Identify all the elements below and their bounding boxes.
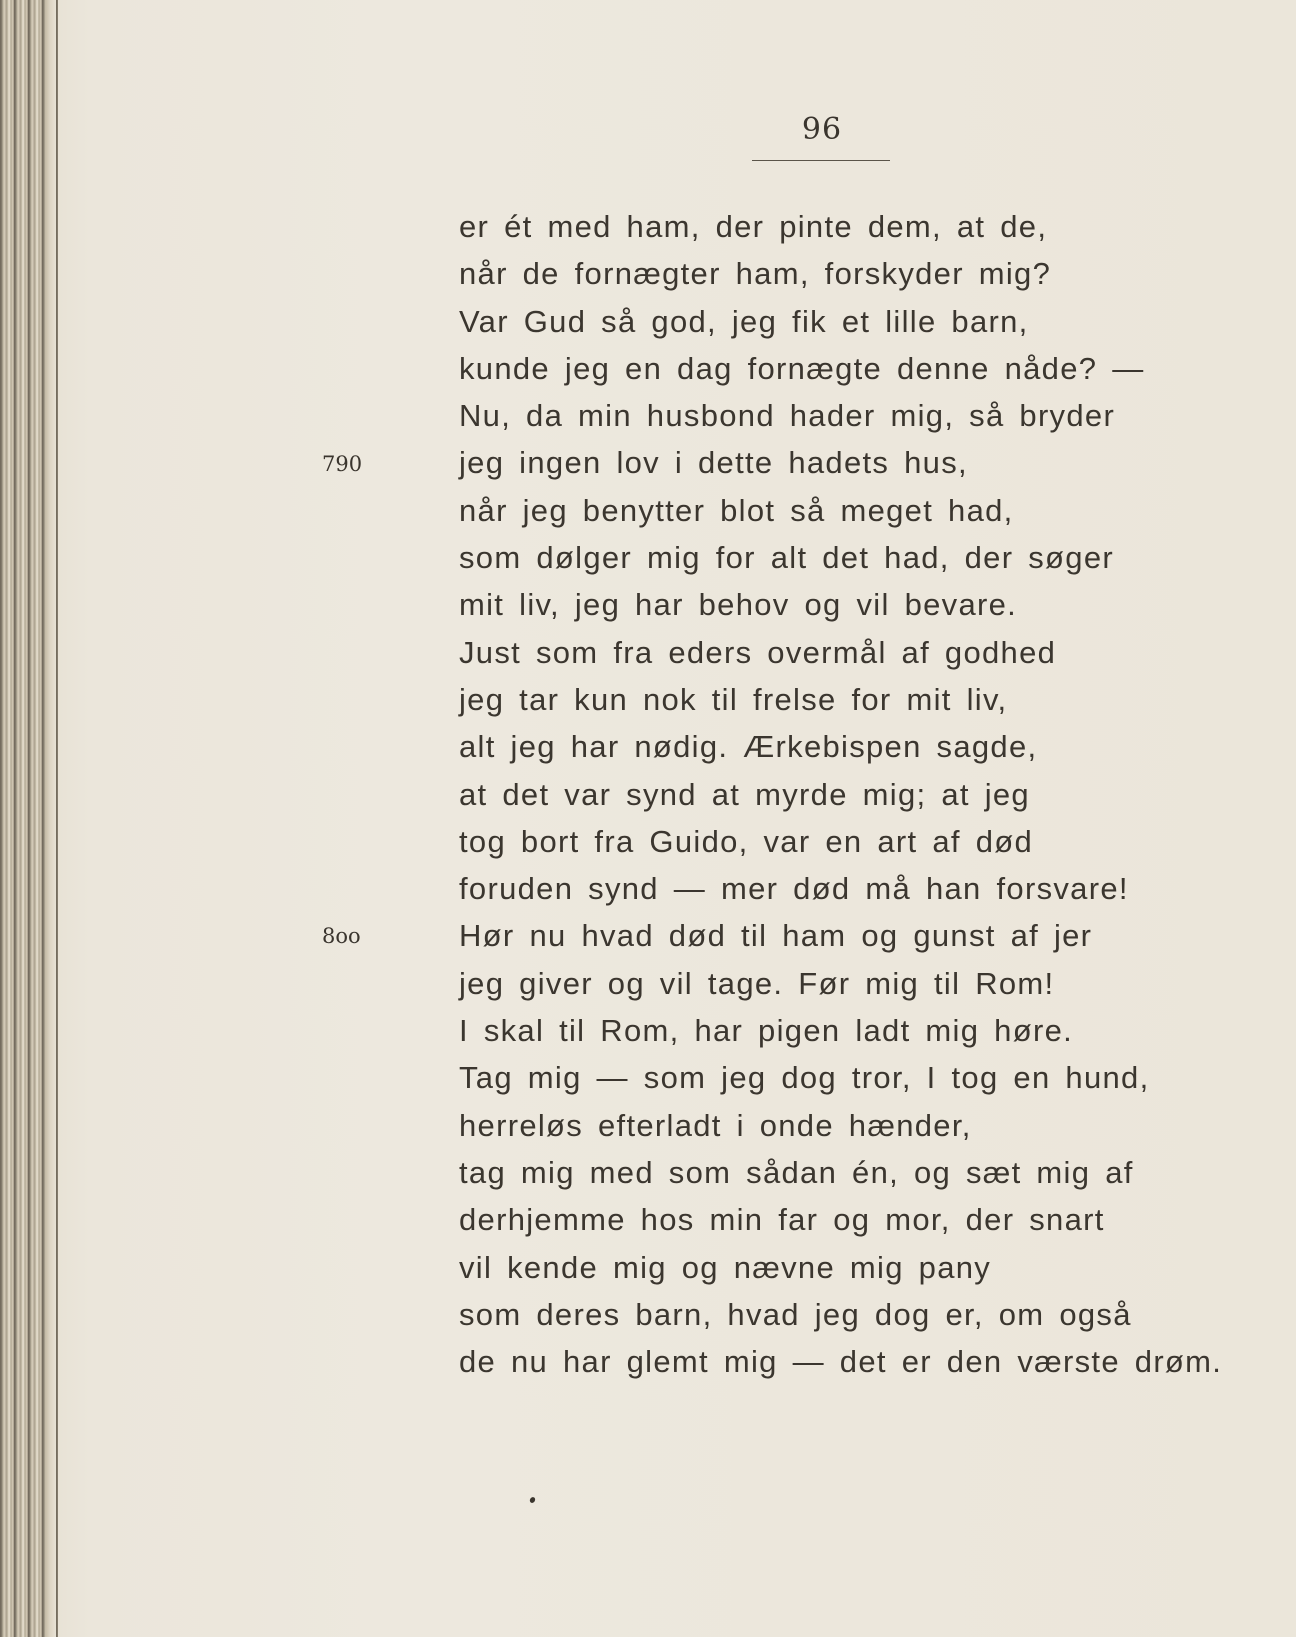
ink-speck [529,1496,536,1504]
verse-line: tog bort fra Guido, var en art af død [459,823,1034,859]
verse-line: jeg ingen lov i dette hadets hus, [459,445,968,481]
verse-line: tag mig med som sådan én, og sæt mig af [459,1154,1134,1190]
verse-line: når jeg benytter blot så meget had, [459,492,1014,528]
verse-line: at det var synd at myrde mig; at jeg [459,776,1030,812]
verse-line: når de fornægter ham, forskyder mig? [459,256,1052,292]
verse-line: Just som fra eders overmål af godhed [459,634,1057,670]
verse-line: foruden synd — mer død må han forsvare! [459,871,1129,907]
page-edge [46,0,56,1637]
line-marker-800: 8oo [322,924,361,948]
verse-line: Var Gud så god, jeg fik et lille barn, [459,303,1029,339]
verse-line: Tag mig — som jeg dog tror, I tog en hund, [459,1060,1150,1096]
verse-line: de nu har glemt mig — det er den værste drøm. [459,1344,1223,1380]
verse-line: som dølger mig for alt det had, der søger [459,540,1114,576]
verse-line: jeg giver og vil tage. Før mig til Rom! [459,965,1055,1001]
page-number-rule [752,160,890,161]
verse-line: herreløs efterladt i onde hænder, [459,1107,972,1143]
verse-line: Hør nu hvad død til ham og gunst af jer [459,918,1093,954]
line-marker-790: 790 [322,452,363,476]
verse-line: I skal til Rom, har pigen ladt mig høre. [459,1013,1074,1049]
page-number: 96 [801,112,843,147]
verse-text [459,203,1222,1385]
verse-line: derhjemme hos min far og mor, der snart [459,1202,1105,1238]
verse-line: Nu, da min husbond hader mig, så bryder [459,398,1116,434]
verse-line: som deres barn, hvad jeg dog er, om også [459,1296,1132,1332]
verse-line: kunde jeg en dag fornægte denne nåde? — [459,350,1145,386]
verse-line: jeg tar kun nok til frelse for mit liv, [459,681,1008,717]
verse-line: vil kende mig og nævne mig pany [459,1249,992,1285]
verse-line: alt jeg har nødig. Ærkebispen sagde, [459,729,1038,765]
verse-line: mit liv, jeg har behov og vil bevare. [459,587,1018,623]
verse-line: er ét med ham, der pinte dem, at de, [459,209,1048,244]
